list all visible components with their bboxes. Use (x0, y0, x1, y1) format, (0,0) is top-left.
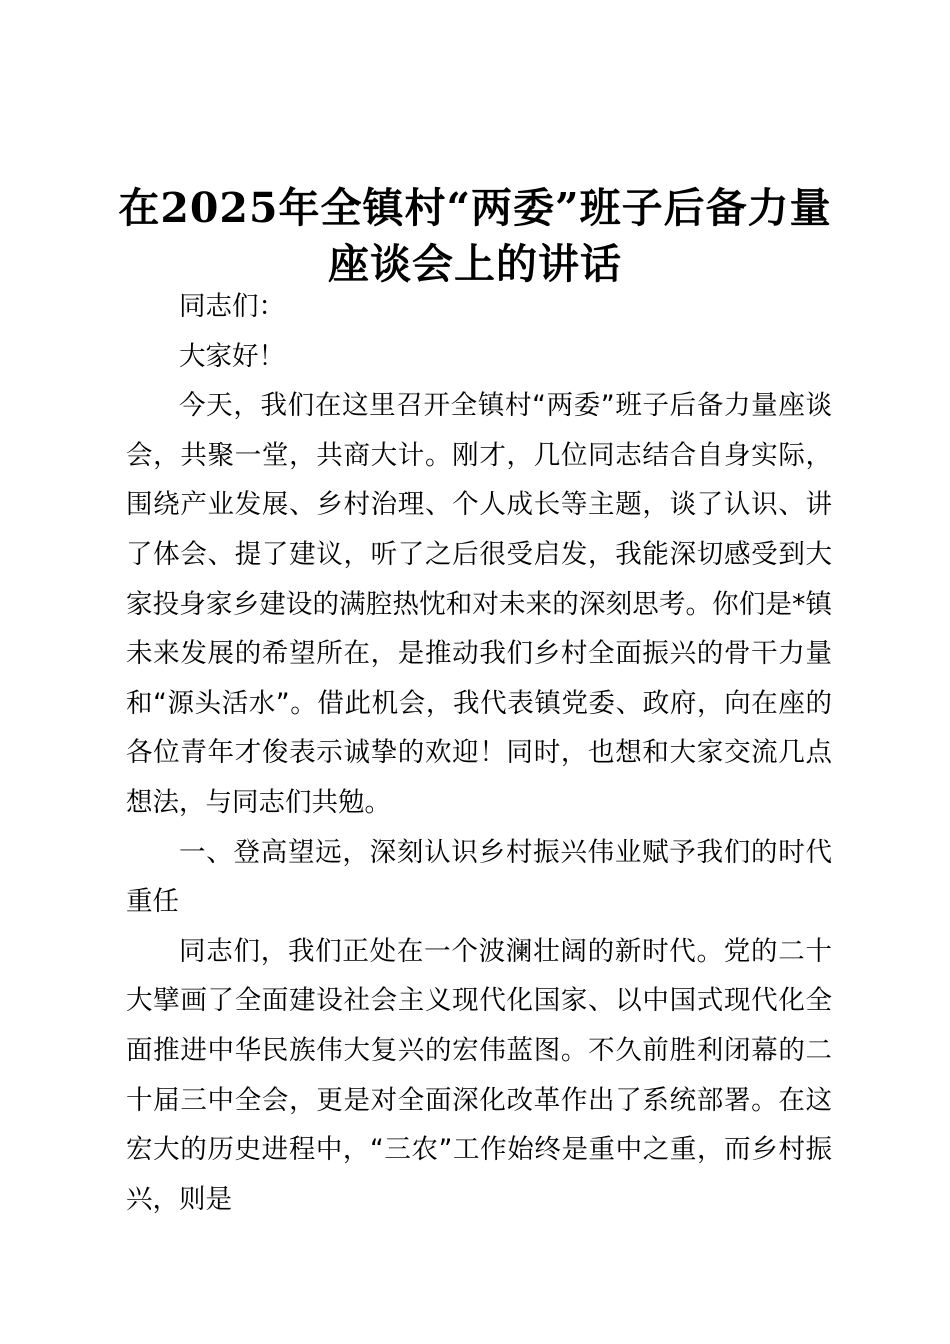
salutation: 同志们： (179, 291, 285, 322)
section-heading: 一、登高望远，深刻认识乡村振兴伟业赋予我们的时代重任 (126, 836, 832, 918)
document-title: 在2025年全镇村“两委”班子后备力量座谈会上的讲话 (118, 184, 832, 288)
greeting: 大家好！ (179, 340, 285, 372)
body-paragraph: 今天，我们在这里召开全镇村“两委”班子后备力量座谈会，共聚一堂，共商大计。刚才，几位同志结合自身实际，围绕产业发展、乡村治理、个人成长等主题，谈了认识、讲了体会、提了建议，听了之后很受启发，我能深切感受到大家投身家乡建设的满腔热忱和对未来的深刻思考。你们是*镇未来发展的希望所在，是推动我们乡村全面振兴的骨干力量和“源头活水”。借此机会，我代表镇党委、政府，向在座的各位青年才俊表示诚挚的欢迎！同时，也想和大家交流几点想法，与同志们共勉。 (126, 390, 832, 818)
document-body (126, 282, 832, 1224)
body-paragraph: 同志们，我们正处在一个波澜壮阔的新时代。党的二十大擘画了全面建设社会主义现代化国家、以中国式现代化全面推进中华民族伟大复兴的宏伟蓝图。不久前胜利闭幕的二十届三中全会，更是对全面深化改革作出了系统部署。在这宏大的历史进程中，“三农”工作始终是重中之重，而乡村振兴，则是 (126, 935, 832, 1215)
